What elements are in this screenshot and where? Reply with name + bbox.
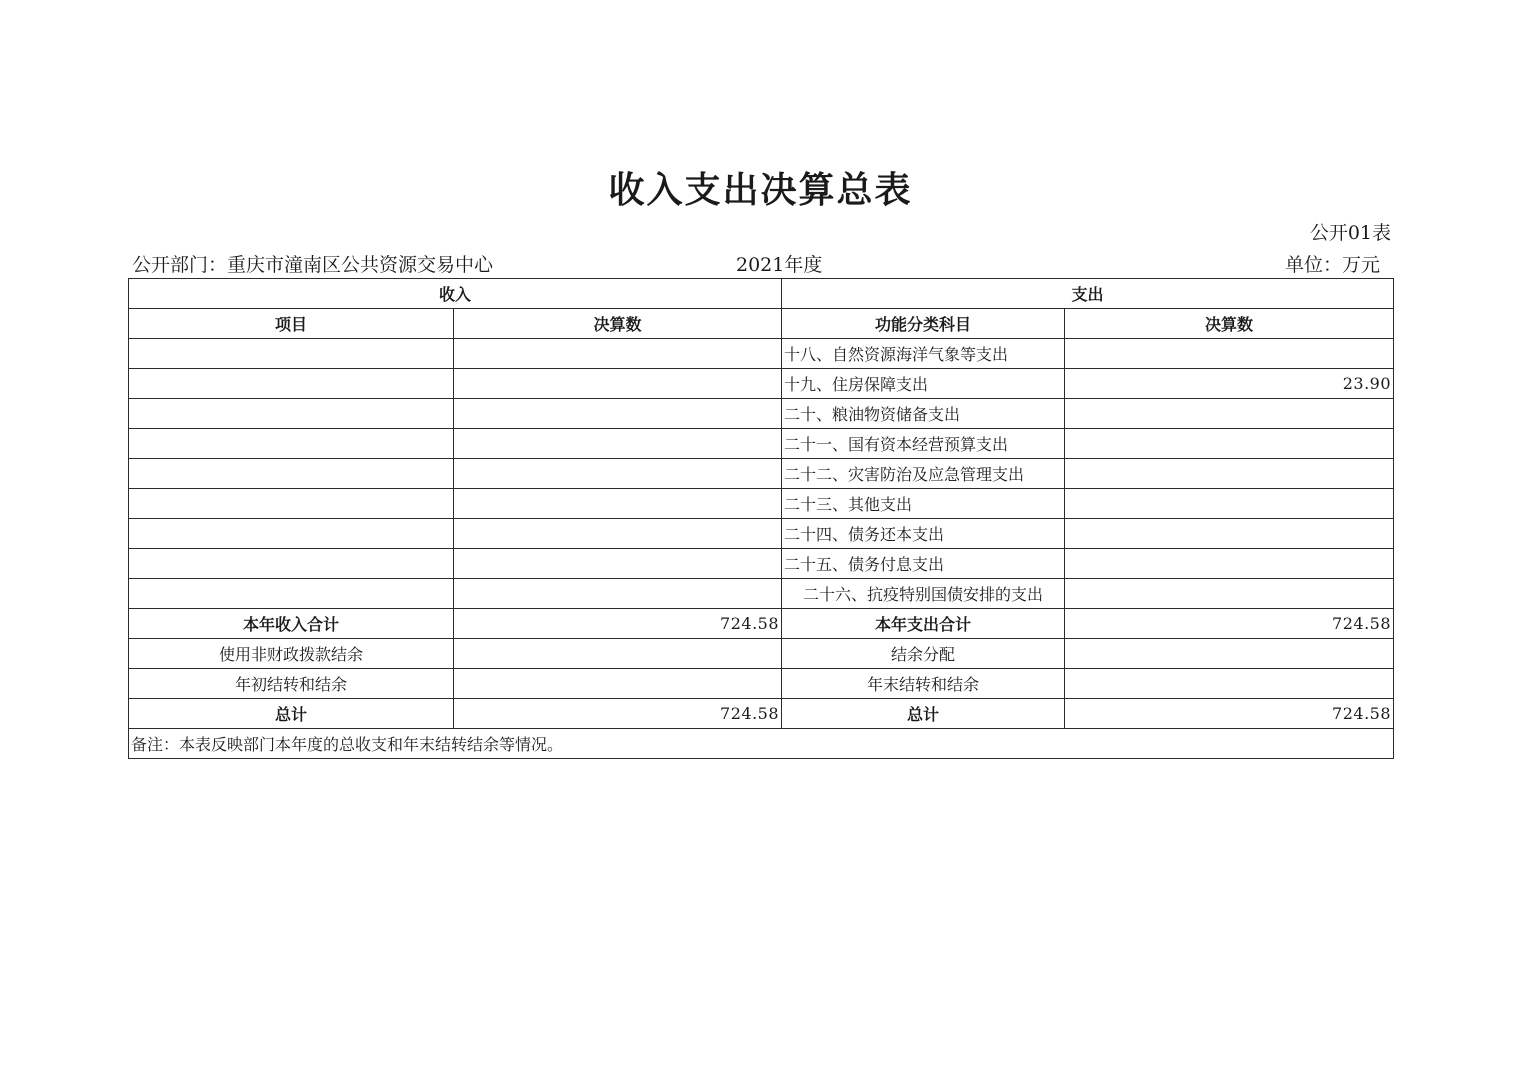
expense-amount-cell	[1065, 429, 1394, 459]
expense-amount-cell	[1065, 579, 1394, 609]
income-item-cell	[129, 429, 454, 459]
expense-item-cell: 十八、自然资源海洋气象等支出	[782, 339, 1065, 369]
grand-income-total-value: 724.58	[454, 699, 782, 729]
note-row	[129, 729, 1394, 759]
grand-total-row	[129, 699, 1394, 729]
col-header-income-amount: 决算数	[454, 309, 782, 339]
form-number: 公开01表	[1309, 222, 1391, 244]
beginning-balance-value	[454, 669, 782, 699]
beginning-balance-label: 年初结转和结余	[129, 669, 454, 699]
meta-row	[130, 248, 1392, 278]
expense-amount-cell	[1065, 399, 1394, 429]
expense-amount-cell	[1065, 549, 1394, 579]
table-row	[129, 459, 1394, 489]
table-row	[129, 579, 1394, 609]
table-row	[129, 669, 1394, 699]
expense-amount-cell: 23.90	[1065, 369, 1394, 399]
expense-item-cell: 十九、住房保障支出	[782, 369, 1065, 399]
grand-expense-total-value: 724.58	[1065, 699, 1394, 729]
nonfiscal-balance-label: 使用非财政拨款结余	[129, 639, 454, 669]
year-expense-total-label: 本年支出合计	[782, 609, 1065, 639]
income-expense-table	[128, 278, 1394, 759]
income-amount-cell	[454, 549, 782, 579]
ending-balance-label: 年末结转和结余	[782, 669, 1065, 699]
income-item-cell	[129, 369, 454, 399]
year-income-total-label: 本年收入合计	[129, 609, 454, 639]
expense-item-cell: 二十五、债务付息支出	[782, 549, 1065, 579]
income-amount-cell	[454, 339, 782, 369]
col-header-expense-amount: 决算数	[1065, 309, 1394, 339]
fiscal-year: 2021年度	[736, 254, 823, 276]
income-amount-cell	[454, 399, 782, 429]
department-label: 公开部门：重庆市潼南区公共资源交易中心	[132, 254, 494, 276]
year-total-row	[129, 609, 1394, 639]
ending-balance-value	[1065, 669, 1394, 699]
income-amount-cell	[454, 369, 782, 399]
section-header-row	[129, 279, 1394, 309]
table-row	[129, 489, 1394, 519]
year-expense-total-value: 724.58	[1065, 609, 1394, 639]
nonfiscal-balance-value	[454, 639, 782, 669]
year-income-total-value: 724.58	[454, 609, 782, 639]
income-item-cell	[129, 549, 454, 579]
table-row	[129, 339, 1394, 369]
expense-item-cell: 二十四、债务还本支出	[782, 519, 1065, 549]
income-amount-cell	[454, 489, 782, 519]
income-item-cell	[129, 399, 454, 429]
col-header-item: 项目	[129, 309, 454, 339]
income-amount-cell	[454, 579, 782, 609]
expense-item-cell: 二十三、其他支出	[782, 489, 1065, 519]
income-section-header: 收入	[129, 279, 782, 309]
table-row	[129, 519, 1394, 549]
expense-amount-cell	[1065, 519, 1394, 549]
expense-item-cell: 二十一、国有资本经营预算支出	[782, 429, 1065, 459]
table-row	[129, 549, 1394, 579]
balance-distribution-label: 结余分配	[782, 639, 1065, 669]
report-title: 收入支出决算总表	[608, 170, 913, 211]
expense-amount-cell	[1065, 339, 1394, 369]
income-item-cell	[129, 489, 454, 519]
expense-item-cell: 二十二、灾害防治及应急管理支出	[782, 459, 1065, 489]
income-item-cell	[129, 459, 454, 489]
expense-item-cell: 二十六、抗疫特别国债安排的支出	[782, 579, 1065, 609]
table-row	[129, 399, 1394, 429]
income-item-cell	[129, 339, 454, 369]
currency-unit: 单位：万元	[1284, 254, 1380, 276]
expense-amount-cell	[1065, 459, 1394, 489]
table-row	[129, 639, 1394, 669]
income-item-cell	[129, 519, 454, 549]
balance-distribution-value	[1065, 639, 1394, 669]
grand-expense-total-label: 总计	[782, 699, 1065, 729]
table-row	[129, 369, 1394, 399]
expense-amount-cell	[1065, 489, 1394, 519]
table-note: 备注：本表反映部门本年度的总收支和年末结转结余等情况。	[129, 729, 1394, 759]
expense-section-header: 支出	[782, 279, 1394, 309]
column-header-row	[129, 309, 1394, 339]
income-amount-cell	[454, 519, 782, 549]
income-amount-cell	[454, 429, 782, 459]
income-item-cell	[129, 579, 454, 609]
col-header-function: 功能分类科目	[782, 309, 1065, 339]
table-row	[129, 429, 1394, 459]
grand-income-total-label: 总计	[129, 699, 454, 729]
expense-item-cell: 二十、粮油物资储备支出	[782, 399, 1065, 429]
income-amount-cell	[454, 459, 782, 489]
